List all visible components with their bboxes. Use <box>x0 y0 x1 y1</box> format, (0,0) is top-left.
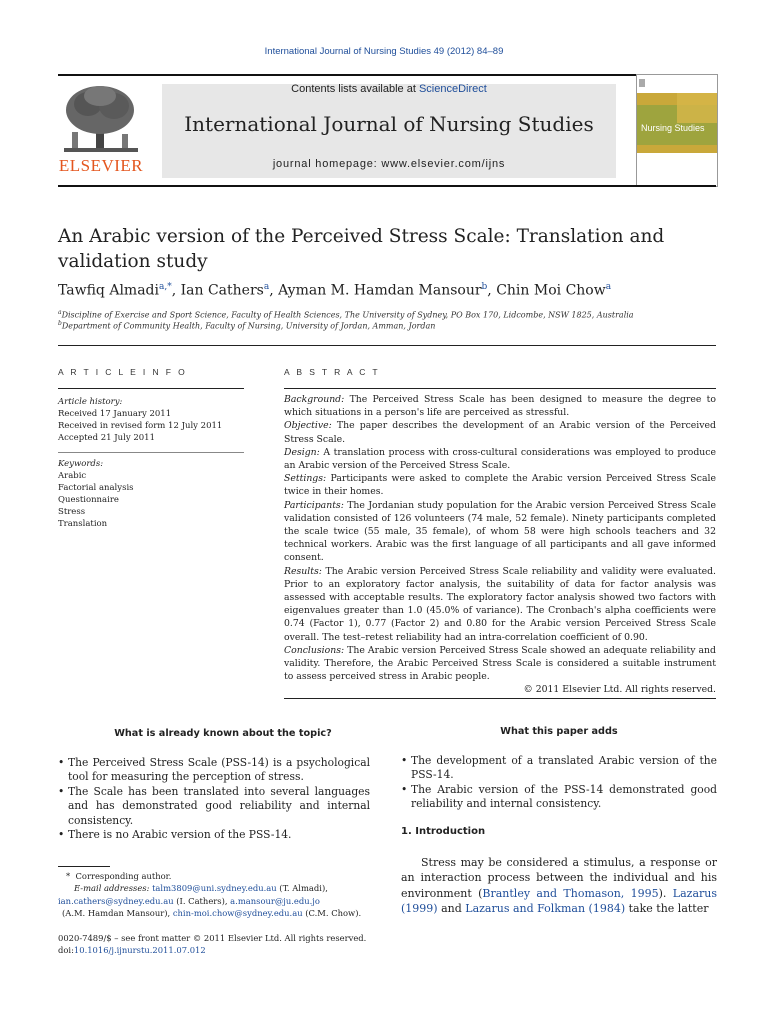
abstract-label: Participants: <box>284 499 344 511</box>
adds-list <box>401 754 717 812</box>
accepted-date: Accepted 21 July 2011 <box>58 433 155 443</box>
journal-homepage[interactable]: journal homepage: www.elsevier.com/ijns <box>272 158 506 170</box>
introduction-heading: 1. Introduction <box>401 826 486 837</box>
affiliation-marker: b <box>58 320 62 327</box>
abstract-text: The Arabic version Perceived Stress Scale showed an adequate reliability and validity. Therefore, the Arabic Perceived Stress Scale is considered a suitable instrument to assess perceived stress in Arabic people. <box>284 644 716 683</box>
corresponding-footnote <box>58 870 388 920</box>
affiliation-text: Department of Community Health, Faculty of Nursing, University of Jordan, Amman, Jordan <box>61 321 436 331</box>
abstract-label: Results: <box>284 565 322 577</box>
citation-link[interactable]: Lazarus and Folkman (1984) <box>465 901 626 915</box>
email-link[interactable]: chin-moi.chow@sydney.edu.au <box>172 908 303 919</box>
abstract-end-rule <box>284 698 716 699</box>
history-label: Article history: <box>58 397 123 407</box>
footnote-rule <box>58 866 110 867</box>
abstract-background <box>284 393 716 419</box>
email-line <box>58 882 388 894</box>
email-owner: (C.M. Chow). <box>302 908 362 919</box>
received-date: Received 17 January 2011 <box>58 409 172 419</box>
affiliation-b <box>58 320 718 331</box>
email-owner: (A.M. Hamdan Mansour), <box>62 908 173 919</box>
intro-text: Stress may be considered a stimulus, a response or an interaction process between the individual and his environment ( <box>401 856 717 900</box>
abstract-label: Conclusions: <box>284 644 345 656</box>
citation-link[interactable]: Brantley and Thomason, 1995 <box>482 886 659 900</box>
abstract-rule <box>284 388 716 389</box>
abstract-text: A translation process with cross-cultural considerations was employed to produce an Arabic version of the Perceived Stress Scale. <box>284 446 716 472</box>
corresponding-label: Corresponding author. <box>75 871 172 881</box>
abstract-body <box>284 393 716 697</box>
abstract-text: The Arabic version Perceived Stress Scale reliability and validity were evaluated. Prior to an exploratory factor analysis, the suitability of data for factor analysis was assessed with acceptable results. The exploratory factor analysis showed two factors with eigenvalues greater than 1.0 (45.0% of variance). The Cronbach's alpha coefficients were 0.74 (Factor 1), 0.77 (Factor 2) and 0.80 for the Arabic version Perceived Stress Scale overall. The test–retest reliability had an intra-correlation coefficient of 0.90. <box>284 565 716 643</box>
author-separator: , <box>487 282 497 299</box>
author-name: Ayman M. Hamdan Mansour <box>278 282 482 299</box>
keywords-rule <box>58 452 244 453</box>
corresponding-line <box>58 870 388 882</box>
affiliation-text: Discipline of Exercise and Sport Science, Faculty of Health Sciences, The University of Sydney, PO Box 170, Lidcombe, NSW 1825, Australia <box>61 310 634 320</box>
email-line <box>58 907 388 919</box>
author-list <box>58 282 718 299</box>
issn-block <box>58 932 388 957</box>
abstract-settings <box>284 472 716 498</box>
email-owner: (T. Almadi), <box>276 883 328 894</box>
abstract-objective <box>284 419 716 445</box>
author-separator: , <box>269 282 279 299</box>
journal-title: International Journal of Nursing Studies <box>184 112 594 136</box>
abstract-design <box>284 446 716 472</box>
email-line <box>58 895 388 907</box>
author-affiliation-marker[interactable]: b <box>481 282 488 292</box>
author-affiliation-marker[interactable]: a <box>605 282 612 292</box>
email-label: E-mail addresses: <box>74 883 153 894</box>
email-link[interactable]: talm3809@uni.sydney.edu.au <box>152 883 277 894</box>
article-info-heading: A R T I C L E I N F O <box>58 367 188 377</box>
keyword: Arabic <box>58 471 87 481</box>
list-item: • The Perceived Stress Scale (PSS-14) is a psychological tool for measuring the perception of stress. <box>58 756 370 785</box>
header-bottom-rule <box>58 185 716 187</box>
abstract-text: The Perceived Stress Scale has been designed to measure the degree to which situations in a person's life are perceived as stressful. <box>284 394 716 419</box>
revised-date: Received in revised form 12 July 2011 <box>58 421 223 431</box>
section-rule <box>58 345 716 346</box>
abstract-label: Settings: <box>284 473 327 485</box>
publisher-wordmark: ELSEVIER <box>58 156 144 175</box>
email-owner: (I. Cathers), <box>173 895 231 906</box>
introduction-text <box>401 855 717 916</box>
article-info-rule <box>58 388 244 389</box>
author-affiliation-marker[interactable]: a <box>263 282 270 292</box>
journal-cover-image <box>636 74 718 187</box>
list-item: • The Arabic version of the PSS-14 demonstrated good reliability and internal consistency. <box>401 783 717 812</box>
keywords-block <box>58 458 248 530</box>
author-name: Ian Cathers <box>180 282 264 299</box>
header-top-rule <box>58 74 716 76</box>
affiliation-marker: a <box>58 309 62 316</box>
keyword: Translation <box>58 519 108 529</box>
author-name: Tawfiq Almadi <box>58 282 159 299</box>
known-list <box>58 756 370 842</box>
intro-text: ). <box>658 886 673 900</box>
list-item: • There is no Arabic version of the PSS-14. <box>58 828 370 842</box>
paper-title: An Arabic version of the Perceived Stress Scale: Translation and validation study <box>58 226 665 272</box>
keywords-label: Keywords: <box>58 459 104 469</box>
abstract-conclusions <box>284 644 716 684</box>
contents-prefix: Contents lists available at <box>291 83 419 95</box>
email-link[interactable]: a.mansour@ju.edu.jo <box>230 895 320 906</box>
issn-line: 0020-7489/$ – see front matter © 2011 Elsevier Ltd. All rights reserved. <box>58 933 367 943</box>
intro-text: and <box>437 901 466 915</box>
abstract-participants <box>284 499 716 565</box>
sciencedirect-link[interactable]: ScienceDirect <box>418 83 487 95</box>
author-affiliation-marker[interactable]: a,* <box>158 282 172 292</box>
list-item: • The development of a translated Arabic version of the PSS-14. <box>401 754 717 783</box>
abstract-text: The paper describes the development of an Arabic version of the Perceived Stress Scale. <box>284 420 716 445</box>
cover-title: Nursing Studies <box>641 123 705 133</box>
keyword: Factorial analysis <box>58 483 134 493</box>
footnote-marker: * <box>66 871 71 881</box>
email-link[interactable]: ian.cathers@sydney.edu.au <box>58 895 174 906</box>
copyright-notice: © 2011 Elsevier Ltd. All rights reserved. <box>523 684 716 696</box>
citation-link[interactable]: Lazarus (1999) <box>401 886 717 915</box>
author-separator: , <box>171 282 181 299</box>
doi-link[interactable]: 10.1016/j.ijnurstu.2011.07.012 <box>73 945 206 956</box>
article-history <box>58 396 248 444</box>
abstract-label: Background: <box>284 394 345 405</box>
contents-line <box>162 83 616 95</box>
keyword: Questionnaire <box>58 495 119 505</box>
author-name: Chin Moi Chow <box>496 282 606 299</box>
doi-label: doi: <box>58 945 74 956</box>
journal-citation[interactable]: International Journal of Nursing Studies 49 (2012) 84–89 <box>264 46 504 57</box>
known-heading: What is already known about the topic? <box>114 728 332 739</box>
abstract-text: The Jordanian study population for the Arabic version Perceived Stress Scale validation consisted of 126 volunteers (74 male, 52 female). Ninety participants completed the scale twice (55 male, 35 female), of whom 58 were high schools teachers and 32 technical workers. Arabic was the first language of all participants and all gave informed consent. <box>284 499 716 564</box>
abstract-text: Participants were asked to complete the Arabic version Perceived Stress Scale twice in their homes. <box>284 473 716 498</box>
list-item: • The Scale has been translated into several languages and has demonstrated good reliability and internal consistency. <box>58 785 370 828</box>
affiliation-a <box>58 309 718 320</box>
abstract-label: Objective: <box>284 420 332 432</box>
doi-line <box>58 944 388 956</box>
abstract-heading: A B S T R A C T <box>284 367 381 377</box>
adds-heading: What this paper adds <box>500 726 618 737</box>
intro-text: take the latter <box>625 901 709 915</box>
abstract-label: Design: <box>284 446 320 458</box>
abstract-results <box>284 565 716 644</box>
keyword: Stress <box>58 507 86 517</box>
